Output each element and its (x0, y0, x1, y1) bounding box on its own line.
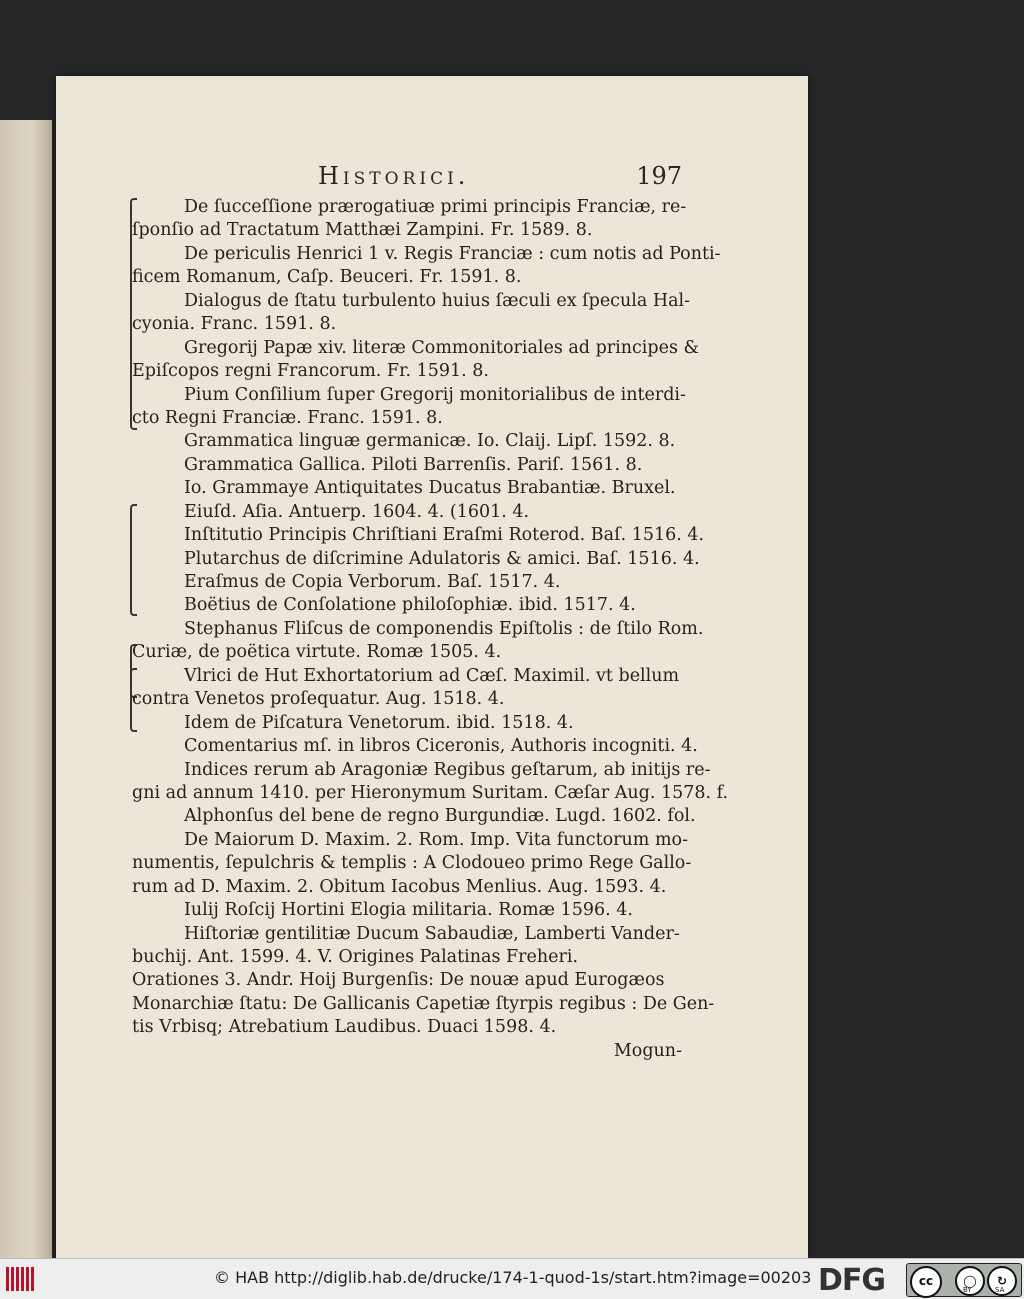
entry-line: Gregorij Papæ xiv. literæ Commonitoriales ad principes & (184, 337, 700, 358)
entry-line: Vlrici de Hut Exhortatorium ad Cæſ. Maximil. vt bellum (184, 665, 680, 686)
entry-line: Epiſcopos regni Francorum. Fr. 1591. 8. (132, 361, 489, 382)
entry-line: Idem de Piſcatura Venetorum. ibid. 1518. 4. (184, 712, 574, 733)
entry-line: Stephanus Fliſcus de componendis Epiſtolis : de ſtilo Rom. (184, 618, 704, 639)
catchword: Mogun- (613, 1040, 682, 1061)
entry-line: De Maiorum D. Maxim. 2. Rom. Imp. Vita functorum mo- (184, 829, 689, 850)
cc-icon: cc (910, 1266, 942, 1298)
entry-line: Eiuſd. Aſia. Antuerp. 1604. 4. (1601. 4. (184, 501, 530, 522)
entry-line: Inſtitutio Principis Chriſtiani Eraſmi Roterod. Baſ. 1516. 4. (184, 525, 705, 546)
entry-line: Indices rerum ab Aragoniæ Regibus geſtarum, ab initijs re- (184, 759, 711, 780)
entry-line: Grammatica Gallica. Piloti Barrenſis. Pariſ. 1561. 8. (184, 454, 643, 475)
running-head: Historici. (318, 162, 470, 190)
entry-line: De periculis Henrici 1 v. Regis Franciæ : cum notis ad Ponti- (184, 243, 721, 264)
facing-page-edge (0, 120, 52, 1258)
entry-line: Orationes 3. Andr. Hoij Burgenſis: De nouæ apud Eurogæos (132, 970, 665, 991)
entry-line: Eraſmus de Copia Verborum. Baſ. 1517. 4. (184, 572, 561, 592)
cc-by-sa-badge[interactable] (906, 1263, 1022, 1297)
catalog-entries (132, 196, 729, 1063)
entry-line: gni ad annum 1410. per Hieronymum Suritam. Cæſar Aug. 1578. f. (132, 782, 729, 803)
entry-line: ſponſio ad Tractatum Matthæi Zampini. Fr. 1589. 8. (132, 220, 593, 241)
entry-line: cto Regni Franciæ. Franc. 1591. 8. (132, 407, 443, 428)
entry-line: contra Venetos proſequatur. Aug. 1518. 4. (132, 689, 505, 710)
entry-line: Curiæ, de poëtica virtute. Romæ 1505. 4. (132, 642, 502, 663)
entry-line: Alphonſus del bene de regno Burgundiæ. Lugd. 1602. fol. (184, 806, 696, 827)
share-alike-icon: ↻ (987, 1266, 1017, 1296)
book-page (56, 76, 808, 1258)
entry-line: Comentarius mſ. in libros Ciceronis, Authoris incogniti. 4. (184, 736, 698, 757)
entry-line: buchij. Ant. 1599. 4. V. Origines Palatinas Freheri. (132, 947, 579, 967)
entry-line: cyonia. Franc. 1591. 8. (132, 314, 337, 335)
by-label: BY (963, 1286, 972, 1294)
entry-line: De ſucceſſione prærogatiuæ primi principis Franciæ, re- (184, 197, 687, 217)
entry-line: Boëtius de Conſolatione philoſophiæ. ibid. 1517. 4. (184, 595, 636, 616)
entry-line: tis Vrbisq; Atrebatium Laudibus. Duaci 1598. 4. (132, 1017, 557, 1038)
entry-line: numentis, ſepulchris & templis : A Clodoueo primo Rege Gallo- (132, 853, 692, 874)
entry-line: Plutarchus de diſcrimine Adulatoris & amici. Baſ. 1516. 4. (184, 548, 700, 569)
entry-line: Pium Conſilium ſuper Gregorij monitorialibus de interdi- (184, 384, 686, 405)
entry-line: Dialogus de ſtatu turbulento huius ſæculi ex ſpecula Hal- (184, 290, 691, 311)
attribution-icon: ◯ (955, 1266, 985, 1296)
entry-line: rum ad D. Maxim. 2. Obitum Iacobus Menlius. Aug. 1593. 4. (132, 876, 667, 897)
viewer-footer (0, 1258, 1024, 1299)
entry-line: Io. Grammaye Antiquitates Ducatus Brabantiæ. Bruxel. (184, 478, 676, 499)
entry-line: ficem Romanum, Caſp. Beuceri. Fr. 1591. 8. (132, 267, 522, 288)
page-header (56, 162, 808, 192)
page-number: 197 (636, 162, 682, 190)
entry-line: Hiſtoriæ gentilitiæ Ducum Sabaudiæ, Lamberti Vander- (184, 923, 680, 944)
entry-line: Iulij Roſcij Hortini Elogia militaria. Romæ 1596. 4. (184, 900, 633, 921)
copyright-link[interactable]: © HAB http://diglib.hab.de/drucke/174-1-quod-1s/start.htm?image=00203 (214, 1268, 812, 1287)
sa-label: SA (995, 1286, 1005, 1294)
entry-line: Monarchiæ ſtatu: De Gallicanis Capetiæ ſtyrpis regibus : De Gen- (132, 993, 715, 1014)
barcode-icon[interactable] (6, 1267, 36, 1291)
dfg-logo[interactable]: DFG (818, 1263, 886, 1298)
entry-line: Grammatica linguæ germanicæ. Io. Claij. Lipſ. 1592. 8. (184, 431, 676, 452)
